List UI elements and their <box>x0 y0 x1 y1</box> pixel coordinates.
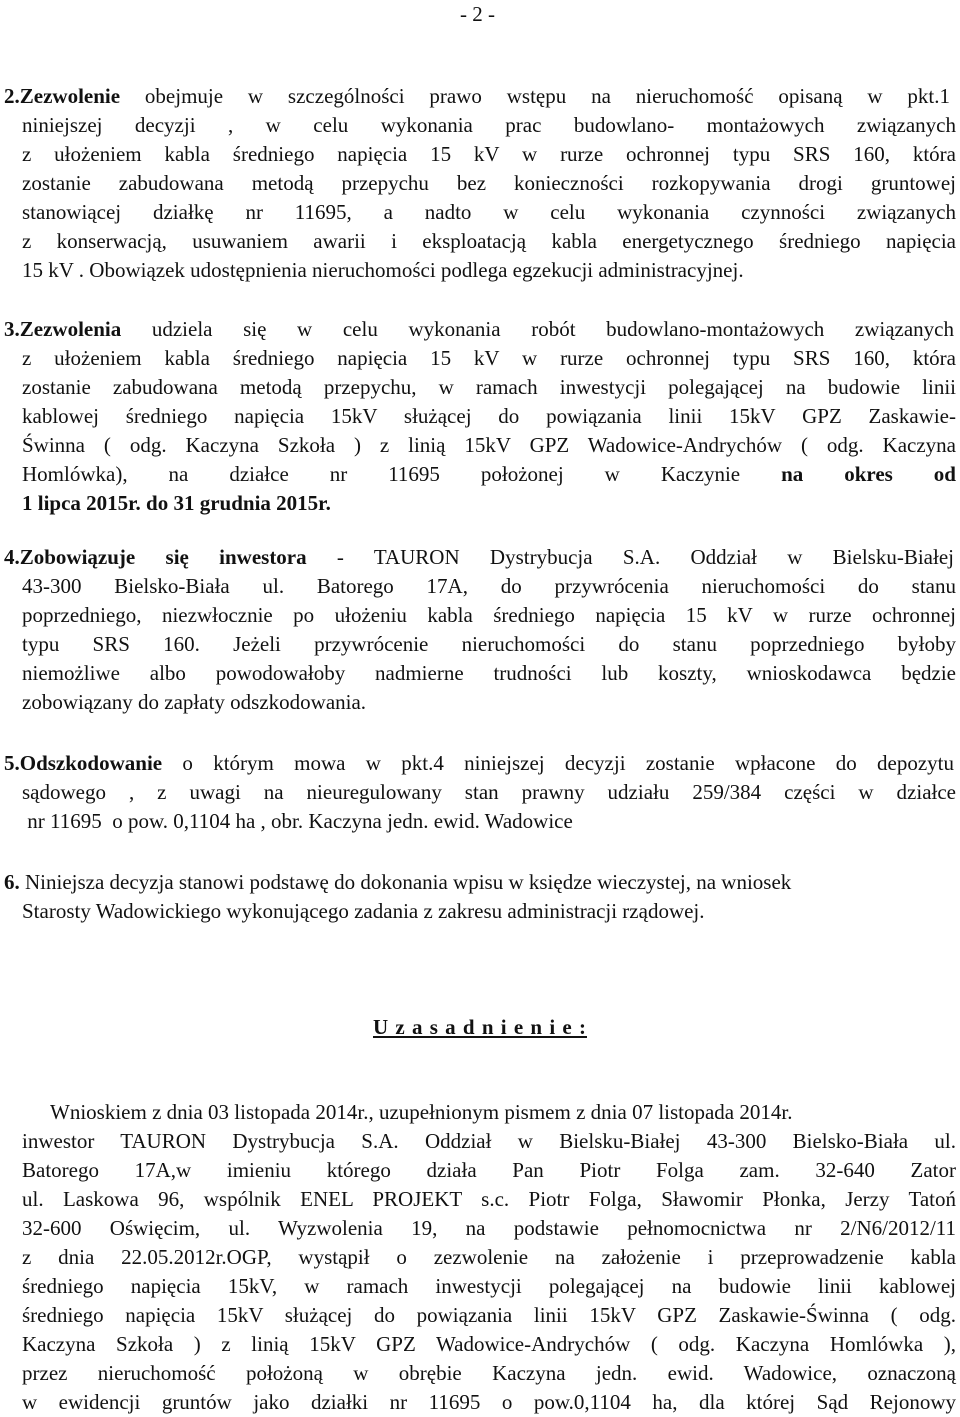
section-4-body <box>22 572 956 717</box>
justification-line: średniego napięcia 15kV, w ramach inwestycji polegającej na budowie linii kablowej <box>22 1274 956 1298</box>
section-2-line-1-text: obejmuje w szczególności prawo wstępu na nieruchomość opisaną w pkt.1 <box>120 84 950 108</box>
section-5-line-1 <box>4 749 954 778</box>
section-4-line: typu SRS 160. Jeżeli przywrócenie nieruchomości do stanu poprzedniego byłoby <box>22 632 956 656</box>
section-3-line-6-text: Homlówka), na działce nr 11695 położonej w Kaczynie <box>22 462 782 486</box>
justification-line: Kaczyna Szkoła ) z linią 15kV GPZ Wadowice-Andrychów ( odg. Kaczyna Homlówka ), <box>22 1332 956 1356</box>
section-3-line: kablowej średniego napięcia 15kV służącej do powiązania linii 15kV GPZ Zaskawie- <box>22 404 956 428</box>
justification-line: z dnia 22.05.2012r.OGP, wystąpił o zezwolenie na założenie i przeprowadzenie kabla <box>22 1245 956 1269</box>
section-5-line-1-text: o którym mowa w pkt.4 niniejszej decyzji zostanie wpłacone do depozytu <box>162 751 954 775</box>
section-3-line: z ułożeniem kabla średniego napięcia 15 kV w rurze ochronnej typu SRS 160, która <box>22 346 956 370</box>
section-3-period-label: na okres od <box>781 462 956 486</box>
justification-line: inwestor TAURON Dystrybucja S.A. Oddział w Bielsku-Białej 43-300 Bielsko-Biała ul. <box>22 1129 956 1153</box>
section-3-line: zostanie zabudowana metodą przepychu, w ramach inwestycji polegającej na budowie linii <box>22 375 956 399</box>
section-5-line: nr 11695 o pow. 0,1104 ha , obr. Kaczyna jedn. ewid. Wadowice <box>22 809 573 833</box>
section-2-title: Zezwolenie <box>19 84 121 108</box>
justification-heading-row <box>0 1013 960 1042</box>
section-2-line: stanowiącej działkę nr 11695, a nadto w celu wykonania czynności związanych <box>22 200 956 224</box>
section-2-line-1 <box>4 82 950 111</box>
section-3-line-1 <box>4 315 954 344</box>
section-2-line: zostanie zabudowana metodą przepychu bez konieczności rozkopywania drogi gruntowej <box>22 171 956 195</box>
section-4-line: poprzedniego, niezwłocznie po ułożeniu kabla średniego napięcia 15 kV w rurze ochronnej <box>22 603 956 627</box>
justification-line: przez nieruchomość położoną w obrębie Kaczyna jedn. ewid. Wadowice, oznaczoną <box>22 1361 956 1385</box>
justification-line: ul. Laskowa 96, wspólnik ENEL PROJEKT s.c. Piotr Folga, Sławomir Płonka, Jerzy Tatoń <box>22 1187 956 1211</box>
section-2-line: niniejszej decyzji , w celu wykonania prac budowlano- montażowych związanych <box>22 113 956 137</box>
justification-heading: U z a s a d n i e n i e : <box>373 1015 587 1039</box>
section-4-line-1 <box>4 543 954 572</box>
section-2-number: 2. <box>4 84 20 108</box>
section-6-line-1-text: Niniejsza decyzja stanowi podstawę do dokonania wpisu w księdze wieczystej, na wniosek <box>19 870 792 894</box>
section-6-number: 6. <box>4 870 20 894</box>
section-4-line: 43-300 Bielsko-Biała ul. Batorego 17A, do przywrócenia nieruchomości do stanu <box>22 574 956 598</box>
justification-line: w ewidencji gruntów jako działki nr 11695 o pow.0,1104 ha, dla której Sąd Rejonowy <box>22 1390 956 1414</box>
justification-first-line: Wnioskiem z dnia 03 listopada 2014r., uzupełnionym pismem z dnia 07 listopada 2014r. <box>50 1100 793 1124</box>
section-6-line: Starosty Wadowickiego wykonującego zadania z zakresu administracji rządowej. <box>22 899 705 923</box>
section-5-line: sądowego , z uwagi na nieuregulowany stan prawny udziału 259/384 części w działce <box>22 780 956 804</box>
section-3-line-6 <box>22 460 956 489</box>
section-4-title: Zobowiązuje się inwestora <box>19 545 307 569</box>
justification-lines <box>22 1127 956 1417</box>
section-5-title: Odszkodowanie <box>19 751 163 775</box>
section-2-body <box>22 111 956 285</box>
section-6-line-1 <box>4 868 954 897</box>
section-3-line-1-text: udziela się w celu wykonania robót budowlano-montażowych związanych <box>121 317 954 341</box>
justification-line: Batorego 17A,w imieniu którego działa Pan Piotr Folga zam. 32-640 Zator <box>22 1158 956 1182</box>
section-4-line: niemożliwe albo powodowałoby nadmierne trudności lub koszty, wnioskodawca będzie <box>22 661 956 685</box>
section-4-line: zobowiązany do zapłaty odszkodowania. <box>22 690 367 714</box>
page-number: - 2 - <box>460 2 495 26</box>
section-6-body <box>22 897 956 926</box>
justification-line: 32-600 Oświęcim, ul. Wyzwolenia 19, na podstawie pełnomocnictwa nr 2/N6/2012/11 <box>22 1216 956 1240</box>
section-3-period-dates: 1 lipca 2015r. do 31 grudnia 2015r. <box>22 491 331 515</box>
section-2-line: 15 kV . Obowiązek udostępnienia nieruchomości podlega egzekucji administracyjnej. <box>22 258 744 282</box>
section-2-line: z ułożeniem kabla średniego napięcia 15 kV w rurze ochronnej typu SRS 160, która <box>22 142 956 166</box>
section-4-line-1-text: - TAURON Dystrybucja S.A. Oddział w Bielsku-Białej <box>306 545 954 569</box>
section-4-number: 4. <box>4 545 20 569</box>
section-3-body <box>22 344 956 518</box>
section-5-body <box>22 778 956 836</box>
section-3-number: 3. <box>4 317 20 341</box>
section-5-number: 5. <box>4 751 20 775</box>
section-3-line: Świnna ( odg. Kaczyna Szkoła ) z linią 15kV GPZ Wadowice-Andrychów ( odg. Kaczyna <box>22 433 956 457</box>
justification-line: średniego napięcia 15kV służącej do powiązania linii 15kV GPZ Zaskawie-Świnna ( odg. <box>22 1303 956 1327</box>
section-2-line: z konserwacją, usuwaniem awarii i eksploatacją kabla energetycznego średniego napięcia <box>22 229 956 253</box>
section-3-title: Zezwolenia <box>19 317 122 341</box>
section-3-line-7 <box>22 489 956 518</box>
